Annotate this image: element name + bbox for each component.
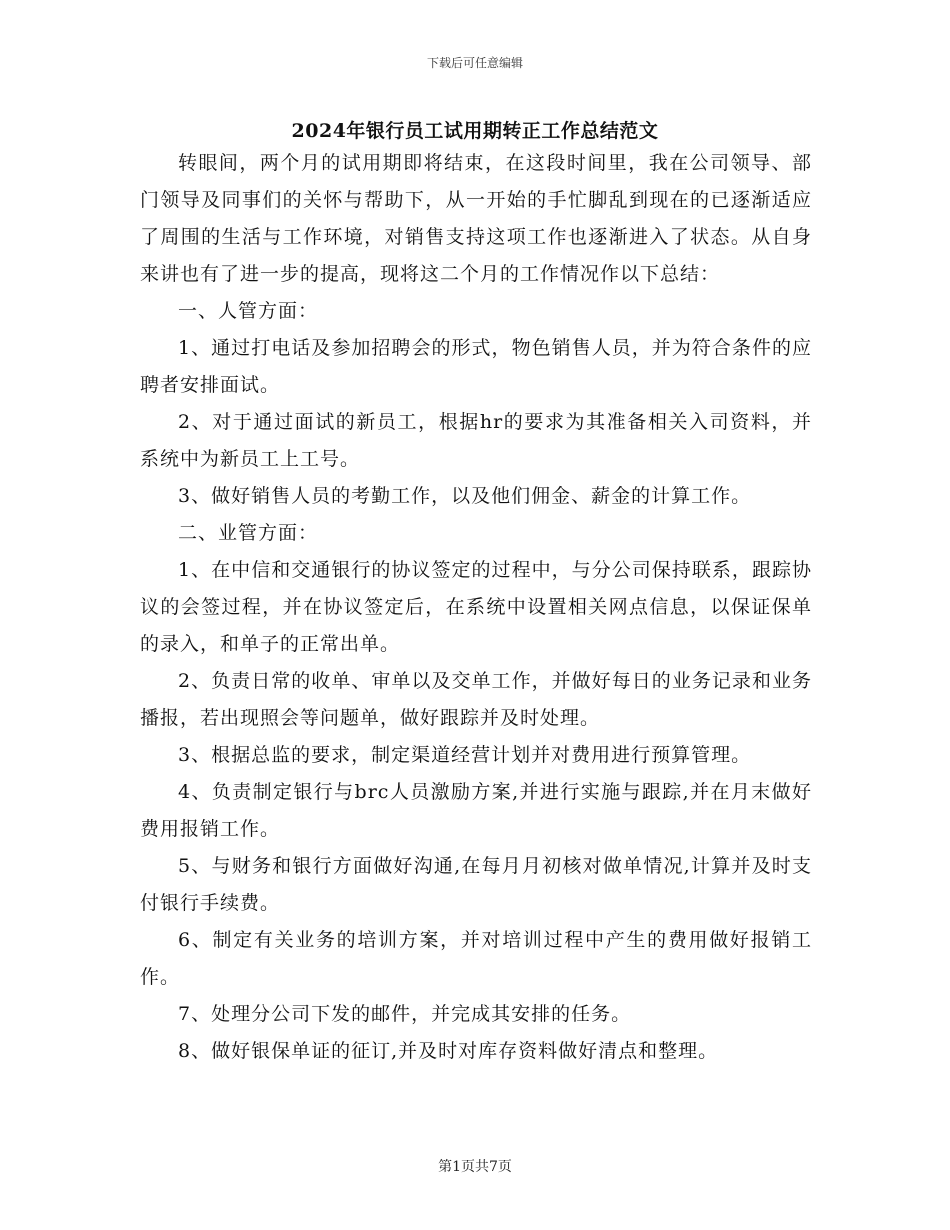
personnel-item-3: 3、做好销售人员的考勤工作，以及他们佣金、薪金的计算工作。 — [178, 485, 752, 507]
document-body — [140, 145, 812, 1070]
business-item-7: 7、处理分公司下发的邮件，并完成其安排的任务。 — [178, 1003, 632, 1025]
business-item-1: 1、在中信和交通银行的协议签定的过程中，与分公司保持联系，跟踪协议的会签过程，并在协议签定后，在系统中设置相关网点信息，以保证保单的录入，和单子的正常出单。 — [140, 559, 812, 655]
personnel-item-2: 2、对于通过面试的新员工，根据hr的要求为其准备相关入司资料，并系统中为新员工上工号。 — [140, 411, 812, 470]
business-item-4: 4、负责制定银行与brc人员激励方案,并进行实施与跟踪,并在月末做好费用报销工作。 — [140, 781, 812, 840]
business-item-3: 3、根据总监的要求，制定渠道经营计划并对费用进行预算管理。 — [178, 744, 752, 766]
header-note: 下载后可任意编辑 — [426, 56, 523, 70]
business-item-5: 5、与财务和银行方面做好沟通,在每月月初核对做单情况,计算并及时支付银行手续费。 — [140, 855, 812, 914]
document-title: 2024年银行员工试用期转正工作总结范文 — [291, 120, 659, 142]
intro-paragraph: 转眼间，两个月的试用期即将结束，在这段时间里，我在公司领导、部门领导及同事们的关怀与帮助下，从一开始的手忙脚乱到现在的已逐渐适应了周围的生活与工作环境，对销售支持这项工作也逐渐进入了状态。从自身来讲也有了进一步的提高，现将这二个月的工作情况作以下总结： — [140, 152, 812, 285]
business-item-8: 8、做好银保单证的征订,并及时对库存资料做好清点和整理。 — [178, 1040, 719, 1062]
personnel-item-1: 1、通过打电话及参加招聘会的形式，物色销售人员，并为符合条件的应聘者安排面试。 — [140, 337, 812, 396]
business-item-2: 2、负责日常的收单、审单以及交单工作，并做好每日的业务记录和业务播报，若出现照会等问题单，做好跟踪并及时处理。 — [140, 670, 812, 729]
page-number-footer: 第1页共7页 — [438, 1159, 512, 1175]
business-item-6: 6、制定有关业务的培训方案，并对培训过程中产生的费用做好报销工作。 — [140, 929, 812, 988]
section-heading-personnel: 一、人管方面： — [178, 300, 319, 322]
section-heading-business: 二、业管方面： — [178, 522, 319, 544]
